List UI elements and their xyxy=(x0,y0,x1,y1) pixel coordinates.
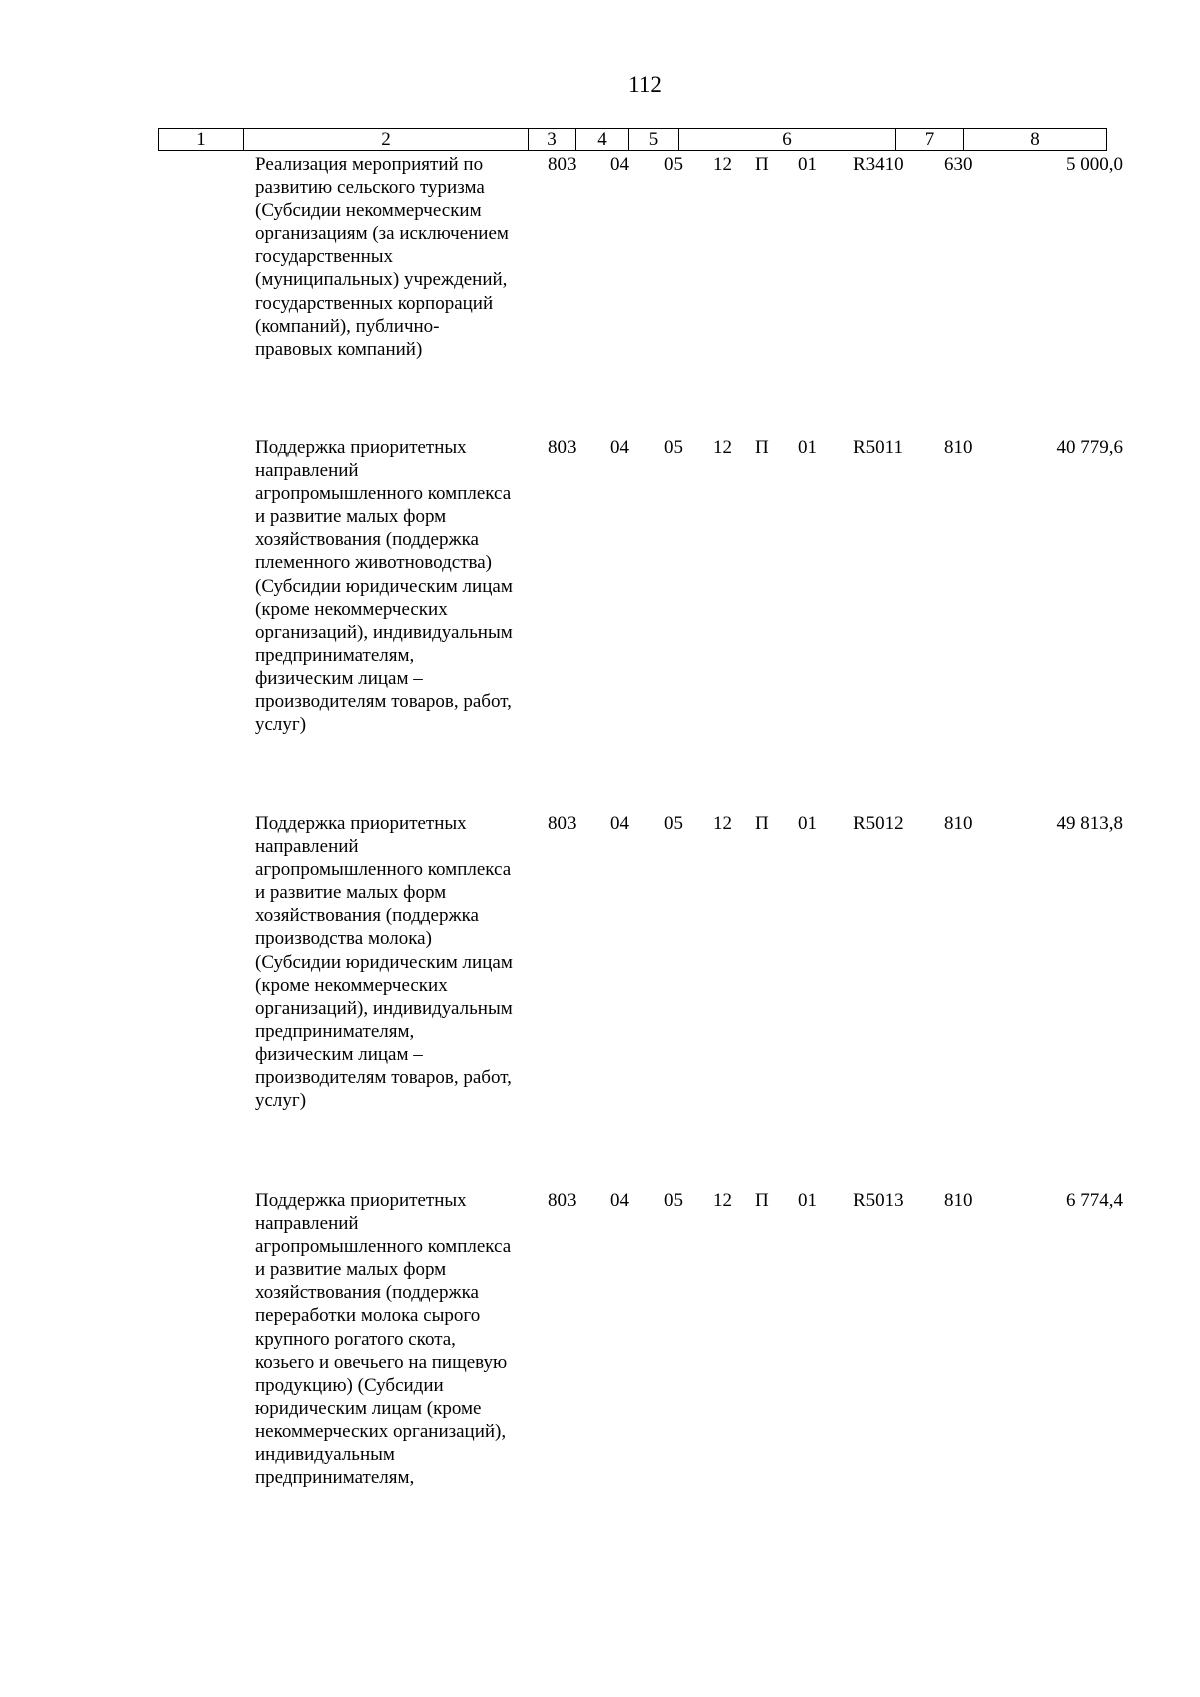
row-code-6-subprogram: 01 xyxy=(798,1190,817,1211)
row-code-6-program: 12 xyxy=(713,154,732,175)
row-code-6-direction: R5012 xyxy=(853,813,904,834)
row-code-3: 803 xyxy=(548,154,577,175)
row-code-6-program: 12 xyxy=(713,1190,732,1211)
table-row xyxy=(0,436,1200,812)
table-row xyxy=(0,153,1200,436)
row-code-6-type: П xyxy=(755,437,769,458)
page-number: 112 xyxy=(628,72,662,97)
row-code-5: 05 xyxy=(664,1190,683,1211)
row-amount: 40 779,6 xyxy=(1056,437,1123,458)
row-code-6-program: 12 xyxy=(713,813,732,834)
table-body xyxy=(0,153,1200,1549)
row-code-7: 810 xyxy=(944,1190,973,1211)
row-code-5: 05 xyxy=(664,437,683,458)
row-code-7: 810 xyxy=(944,813,973,834)
column-header-6: 6 xyxy=(679,129,896,151)
row-code-4: 04 xyxy=(610,1190,629,1211)
row-amount: 49 813,8 xyxy=(1056,813,1123,834)
row-description: Поддержка приоритетных направлений агропромышленного комплекса и развитие малых форм хозяйствования (поддержка племенного животноводства) (Субсидии юридическим лицам (кроме некоммерческих организаций), индивидуальным предпринимателям, физическим лицам – производителям товаров, работ, услуг) xyxy=(255,437,513,736)
row-code-6-type: П xyxy=(755,813,769,834)
row-code-6-subprogram: 01 xyxy=(798,154,817,175)
column-header-8: 8 xyxy=(964,129,1107,151)
row-code-6-direction: R3410 xyxy=(853,154,904,175)
row-code-6-subprogram: 01 xyxy=(798,813,817,834)
row-code-5: 05 xyxy=(664,813,683,834)
row-code-3: 803 xyxy=(548,1190,577,1211)
row-description: Поддержка приоритетных направлений агропромышленного комплекса и развитие малых форм хозяйствования (поддержка переработки молока сырого крупного рогатого скота, козьего и овечьего на пищевую продукцию) (Субсидии юридическим лицам (кроме некоммерческих организаций), индивидуальным предпринимателям, xyxy=(255,1190,512,1489)
column-header-1: 1 xyxy=(159,129,244,151)
row-code-7: 630 xyxy=(944,154,973,175)
column-header-row xyxy=(159,129,1107,151)
column-header-table xyxy=(158,128,1107,151)
row-code-6-type: П xyxy=(755,1190,769,1211)
row-description: Реализация мероприятий по развитию сельского туризма (Субсидии некоммерческим организациям (за исключением государственных (муниципальных) учреждений, государственных корпораций (компаний), публично-правовых компаний) xyxy=(255,154,509,360)
column-header-5: 5 xyxy=(629,129,679,151)
row-code-7: 810 xyxy=(944,437,973,458)
row-description: Поддержка приоритетных направлений агропромышленного комплекса и развитие малых форм хозяйствования (поддержка производства молока) (Субсидии юридическим лицам (кроме некоммерческих организаций), индивидуальным предпринимателям, физическим лицам – производителям товаров, работ, услуг) xyxy=(255,813,513,1112)
row-code-3: 803 xyxy=(548,813,577,834)
row-code-5: 05 xyxy=(664,154,683,175)
row-code-3: 803 xyxy=(548,437,577,458)
row-amount: 6 774,4 xyxy=(1066,1190,1123,1211)
table-row xyxy=(0,1189,1200,1549)
row-code-4: 04 xyxy=(610,154,629,175)
table-row xyxy=(0,812,1200,1189)
column-header-2: 2 xyxy=(244,129,529,151)
row-code-6-subprogram: 01 xyxy=(798,437,817,458)
row-code-6-direction: R5011 xyxy=(853,437,903,458)
column-header-3: 3 xyxy=(529,129,576,151)
row-amount: 5 000,0 xyxy=(1066,154,1123,175)
column-header-7: 7 xyxy=(896,129,964,151)
row-code-6-program: 12 xyxy=(713,437,732,458)
row-code-4: 04 xyxy=(610,813,629,834)
row-code-6-direction: R5013 xyxy=(853,1190,904,1211)
row-code-6-type: П xyxy=(755,154,769,175)
column-header-4: 4 xyxy=(576,129,629,151)
row-code-4: 04 xyxy=(610,437,629,458)
